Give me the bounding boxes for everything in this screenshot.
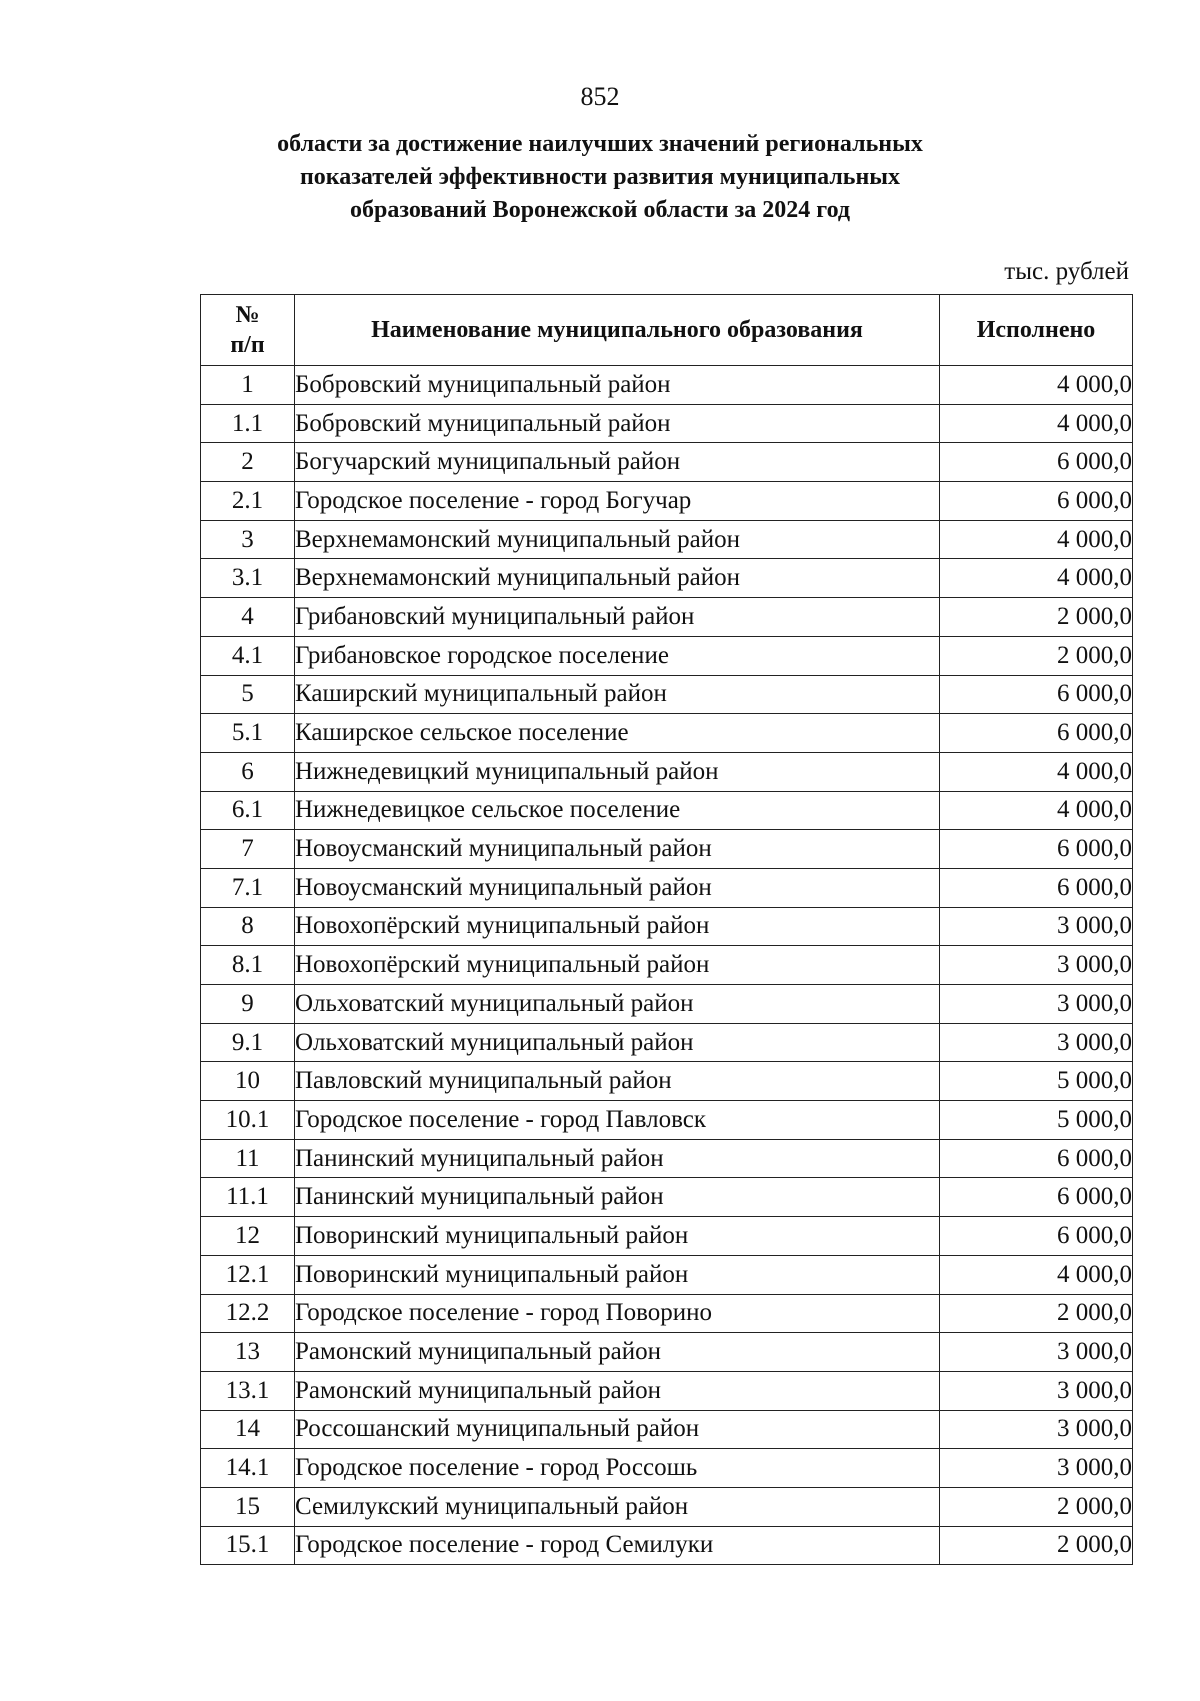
table-row bbox=[201, 985, 1133, 1024]
table-row bbox=[201, 1410, 1133, 1449]
row-number-cell: 14 bbox=[201, 1410, 295, 1449]
row-number-cell: 12 bbox=[201, 1217, 295, 1256]
table-row bbox=[201, 1062, 1133, 1101]
municipality-name-cell: Бобровский муниципальный район bbox=[295, 366, 940, 405]
row-number-cell: 10.1 bbox=[201, 1101, 295, 1140]
table-row bbox=[201, 404, 1133, 443]
units-label: тыс. рублей bbox=[1004, 258, 1129, 285]
executed-amount-cell: 3 000,0 bbox=[940, 1449, 1133, 1488]
table-row bbox=[201, 1371, 1133, 1410]
row-number-cell: 1 bbox=[201, 366, 295, 405]
municipality-name-cell: Бобровский муниципальный район bbox=[295, 404, 940, 443]
row-number-cell: 13.1 bbox=[201, 1371, 295, 1410]
executed-amount-cell: 2 000,0 bbox=[940, 1487, 1133, 1526]
table-row bbox=[201, 714, 1133, 753]
table-row bbox=[201, 443, 1133, 482]
row-number-cell: 3 bbox=[201, 520, 295, 559]
municipality-name-cell: Нижнедевицкое сельское поселение bbox=[295, 791, 940, 830]
row-number-cell: 3.1 bbox=[201, 559, 295, 598]
row-number-cell: 1.1 bbox=[201, 404, 295, 443]
executed-amount-cell: 2 000,0 bbox=[940, 636, 1133, 675]
row-number-cell: 15 bbox=[201, 1487, 295, 1526]
row-number-cell: 5 bbox=[201, 675, 295, 714]
municipality-name-cell: Новохопёрский муниципальный район bbox=[295, 946, 940, 985]
executed-amount-cell: 6 000,0 bbox=[940, 830, 1133, 869]
row-number-cell: 15.1 bbox=[201, 1526, 295, 1565]
municipality-name-cell: Каширское сельское поселение bbox=[295, 714, 940, 753]
executed-amount-cell: 4 000,0 bbox=[940, 520, 1133, 559]
municipality-name-cell: Поворинский муниципальный район bbox=[295, 1217, 940, 1256]
table-row bbox=[201, 1023, 1133, 1062]
executed-amount-cell: 3 000,0 bbox=[940, 1333, 1133, 1372]
table-row bbox=[201, 1178, 1133, 1217]
executed-amount-cell: 2 000,0 bbox=[940, 1526, 1133, 1565]
municipality-name-cell: Каширский муниципальный район bbox=[295, 675, 940, 714]
row-number-cell: 4.1 bbox=[201, 636, 295, 675]
municipality-name-cell: Нижнедевицкий муниципальный район bbox=[295, 752, 940, 791]
table-row bbox=[201, 598, 1133, 637]
executed-amount-cell: 3 000,0 bbox=[940, 946, 1133, 985]
row-number-cell: 2.1 bbox=[201, 482, 295, 521]
municipality-name-cell: Городское поселение - город Павловск bbox=[295, 1101, 940, 1140]
table-body bbox=[201, 366, 1133, 1565]
executed-amount-cell: 6 000,0 bbox=[940, 714, 1133, 753]
executed-amount-cell: 3 000,0 bbox=[940, 907, 1133, 946]
row-number-cell: 11 bbox=[201, 1139, 295, 1178]
municipality-name-cell: Панинский муниципальный район bbox=[295, 1139, 940, 1178]
table-row bbox=[201, 1101, 1133, 1140]
executed-amount-cell: 3 000,0 bbox=[940, 1371, 1133, 1410]
table-row bbox=[201, 482, 1133, 521]
municipality-name-cell: Верхнемамонский муниципальный район bbox=[295, 520, 940, 559]
table-row bbox=[201, 868, 1133, 907]
municipality-name-cell: Ольховатский муниципальный район bbox=[295, 985, 940, 1024]
executed-amount-cell: 5 000,0 bbox=[940, 1101, 1133, 1140]
row-number-cell: 9 bbox=[201, 985, 295, 1024]
row-number-cell: 6 bbox=[201, 752, 295, 791]
executed-amount-cell: 6 000,0 bbox=[940, 1139, 1133, 1178]
row-number-cell: 14.1 bbox=[201, 1449, 295, 1488]
row-number-cell: 7.1 bbox=[201, 868, 295, 907]
executed-amount-cell: 6 000,0 bbox=[940, 1178, 1133, 1217]
municipality-name-cell: Верхнемамонский муниципальный район bbox=[295, 559, 940, 598]
header-number bbox=[201, 295, 295, 366]
municipality-name-cell: Россошанский муниципальный район bbox=[295, 1410, 940, 1449]
row-number-cell: 8 bbox=[201, 907, 295, 946]
row-number-cell: 4 bbox=[201, 598, 295, 637]
table-row bbox=[201, 791, 1133, 830]
row-number-cell: 12.2 bbox=[201, 1294, 295, 1333]
header-number-line2: п/п bbox=[230, 332, 265, 358]
table-row bbox=[201, 559, 1133, 598]
executed-amount-cell: 4 000,0 bbox=[940, 404, 1133, 443]
municipality-name-cell: Рамонский муниципальный район bbox=[295, 1333, 940, 1372]
table-row bbox=[201, 946, 1133, 985]
allocation-table bbox=[200, 294, 1133, 1565]
row-number-cell: 7 bbox=[201, 830, 295, 869]
executed-amount-cell: 2 000,0 bbox=[940, 598, 1133, 637]
executed-amount-cell: 6 000,0 bbox=[940, 1217, 1133, 1256]
executed-amount-cell: 4 000,0 bbox=[940, 1255, 1133, 1294]
row-number-cell: 13 bbox=[201, 1333, 295, 1372]
row-number-cell: 5.1 bbox=[201, 714, 295, 753]
municipality-name-cell: Ольховатский муниципальный район bbox=[295, 1023, 940, 1062]
executed-amount-cell: 3 000,0 bbox=[940, 985, 1133, 1024]
table-row bbox=[201, 520, 1133, 559]
row-number-cell: 6.1 bbox=[201, 791, 295, 830]
header-value: Исполнено bbox=[940, 295, 1133, 366]
table-row bbox=[201, 1139, 1133, 1178]
municipality-name-cell: Городское поселение - город Поворино bbox=[295, 1294, 940, 1333]
table-header-row bbox=[201, 295, 1133, 366]
table-row bbox=[201, 1294, 1133, 1333]
executed-amount-cell: 4 000,0 bbox=[940, 752, 1133, 791]
municipality-name-cell: Новохопёрский муниципальный район bbox=[295, 907, 940, 946]
executed-amount-cell: 2 000,0 bbox=[940, 1294, 1133, 1333]
municipality-name-cell: Павловский муниципальный район bbox=[295, 1062, 940, 1101]
municipality-name-cell: Поворинский муниципальный район bbox=[295, 1255, 940, 1294]
row-number-cell: 2 bbox=[201, 443, 295, 482]
municipality-name-cell: Городское поселение - город Богучар bbox=[295, 482, 940, 521]
table-row bbox=[201, 1449, 1133, 1488]
row-number-cell: 11.1 bbox=[201, 1178, 295, 1217]
row-number-cell: 10 bbox=[201, 1062, 295, 1101]
executed-amount-cell: 6 000,0 bbox=[940, 675, 1133, 714]
municipality-name-cell: Городское поселение - город Россошь bbox=[295, 1449, 940, 1488]
executed-amount-cell: 3 000,0 bbox=[940, 1023, 1133, 1062]
executed-amount-cell: 4 000,0 bbox=[940, 559, 1133, 598]
executed-amount-cell: 6 000,0 bbox=[940, 482, 1133, 521]
header-name: Наименование муниципального образования bbox=[295, 295, 940, 366]
table-row bbox=[201, 1255, 1133, 1294]
executed-amount-cell: 3 000,0 bbox=[940, 1410, 1133, 1449]
row-number-cell: 8.1 bbox=[201, 946, 295, 985]
municipality-name-cell: Рамонский муниципальный район bbox=[295, 1371, 940, 1410]
table-row bbox=[201, 1487, 1133, 1526]
executed-amount-cell: 5 000,0 bbox=[940, 1062, 1133, 1101]
municipality-name-cell: Семилукский муниципальный район bbox=[295, 1487, 940, 1526]
municipality-name-cell: Новоусманский муниципальный район bbox=[295, 830, 940, 869]
executed-amount-cell: 6 000,0 bbox=[940, 443, 1133, 482]
row-number-cell: 9.1 bbox=[201, 1023, 295, 1062]
municipality-name-cell: Городское поселение - город Семилуки bbox=[295, 1526, 940, 1565]
municipality-name-cell: Грибановское городское поселение bbox=[295, 636, 940, 675]
executed-amount-cell: 4 000,0 bbox=[940, 791, 1133, 830]
page-number: 852 bbox=[580, 82, 620, 111]
executed-amount-cell: 6 000,0 bbox=[940, 868, 1133, 907]
table-row bbox=[201, 1526, 1133, 1565]
municipality-name-cell: Новоусманский муниципальный район bbox=[295, 868, 940, 907]
header-number-line1: № bbox=[235, 302, 260, 328]
table-row bbox=[201, 636, 1133, 675]
table-row bbox=[201, 675, 1133, 714]
title-line: образований Воронежской области за 2024 год bbox=[349, 197, 851, 223]
table-row bbox=[201, 366, 1133, 405]
title-line: показателей эффективности развития муниципальных bbox=[299, 164, 901, 190]
table-row bbox=[201, 752, 1133, 791]
table-row bbox=[201, 1333, 1133, 1372]
table-row bbox=[201, 1217, 1133, 1256]
document-title bbox=[0, 128, 1200, 227]
municipality-name-cell: Панинский муниципальный район bbox=[295, 1178, 940, 1217]
municipality-name-cell: Богучарский муниципальный район bbox=[295, 443, 940, 482]
row-number-cell: 12.1 bbox=[201, 1255, 295, 1294]
table-row bbox=[201, 907, 1133, 946]
executed-amount-cell: 4 000,0 bbox=[940, 366, 1133, 405]
municipality-name-cell: Грибановский муниципальный район bbox=[295, 598, 940, 637]
title-line: области за достижение наилучших значений региональных bbox=[277, 131, 923, 157]
table-row bbox=[201, 830, 1133, 869]
